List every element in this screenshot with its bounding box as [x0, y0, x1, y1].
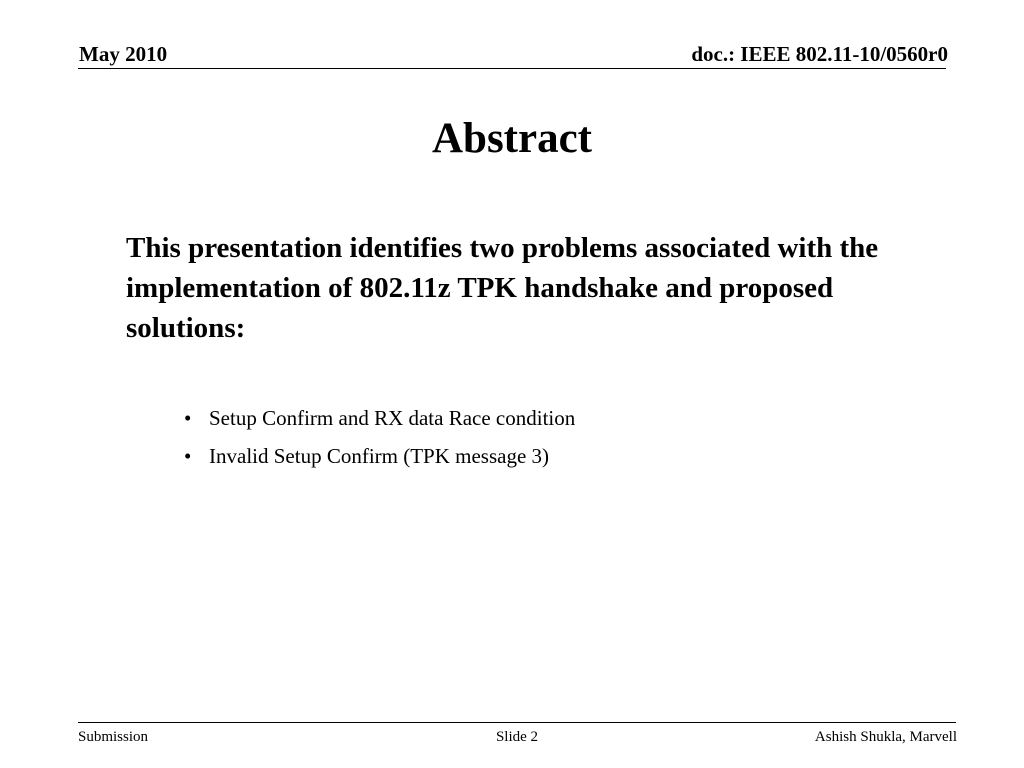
bullet-text: Setup Confirm and RX data Race condition: [209, 406, 576, 430]
bullet-list: [184, 404, 575, 480]
bullet-text: Invalid Setup Confirm (TPK message 3): [209, 444, 550, 468]
intro-paragraph: This presentation identifies two problems associated with the implementation of 802.11z TPK handshake and proposed solutions:: [126, 232, 879, 344]
list-item: [184, 442, 575, 470]
footer-submission: Submission: [78, 729, 149, 745]
list-item: [184, 404, 575, 432]
header-date: May 2010: [79, 42, 168, 66]
slide-title: Abstract: [431, 115, 592, 162]
footer-author: Ashish Shukla, Marvell: [814, 729, 957, 745]
header-doc-id: doc.: IEEE 802.11-10/0560r0: [691, 42, 948, 66]
bullet-icon: •: [184, 406, 192, 430]
bullet-icon: •: [184, 444, 192, 468]
footer-divider: [78, 722, 956, 723]
header-divider: [78, 68, 946, 69]
footer-slide-number: Slide 2: [495, 729, 539, 745]
